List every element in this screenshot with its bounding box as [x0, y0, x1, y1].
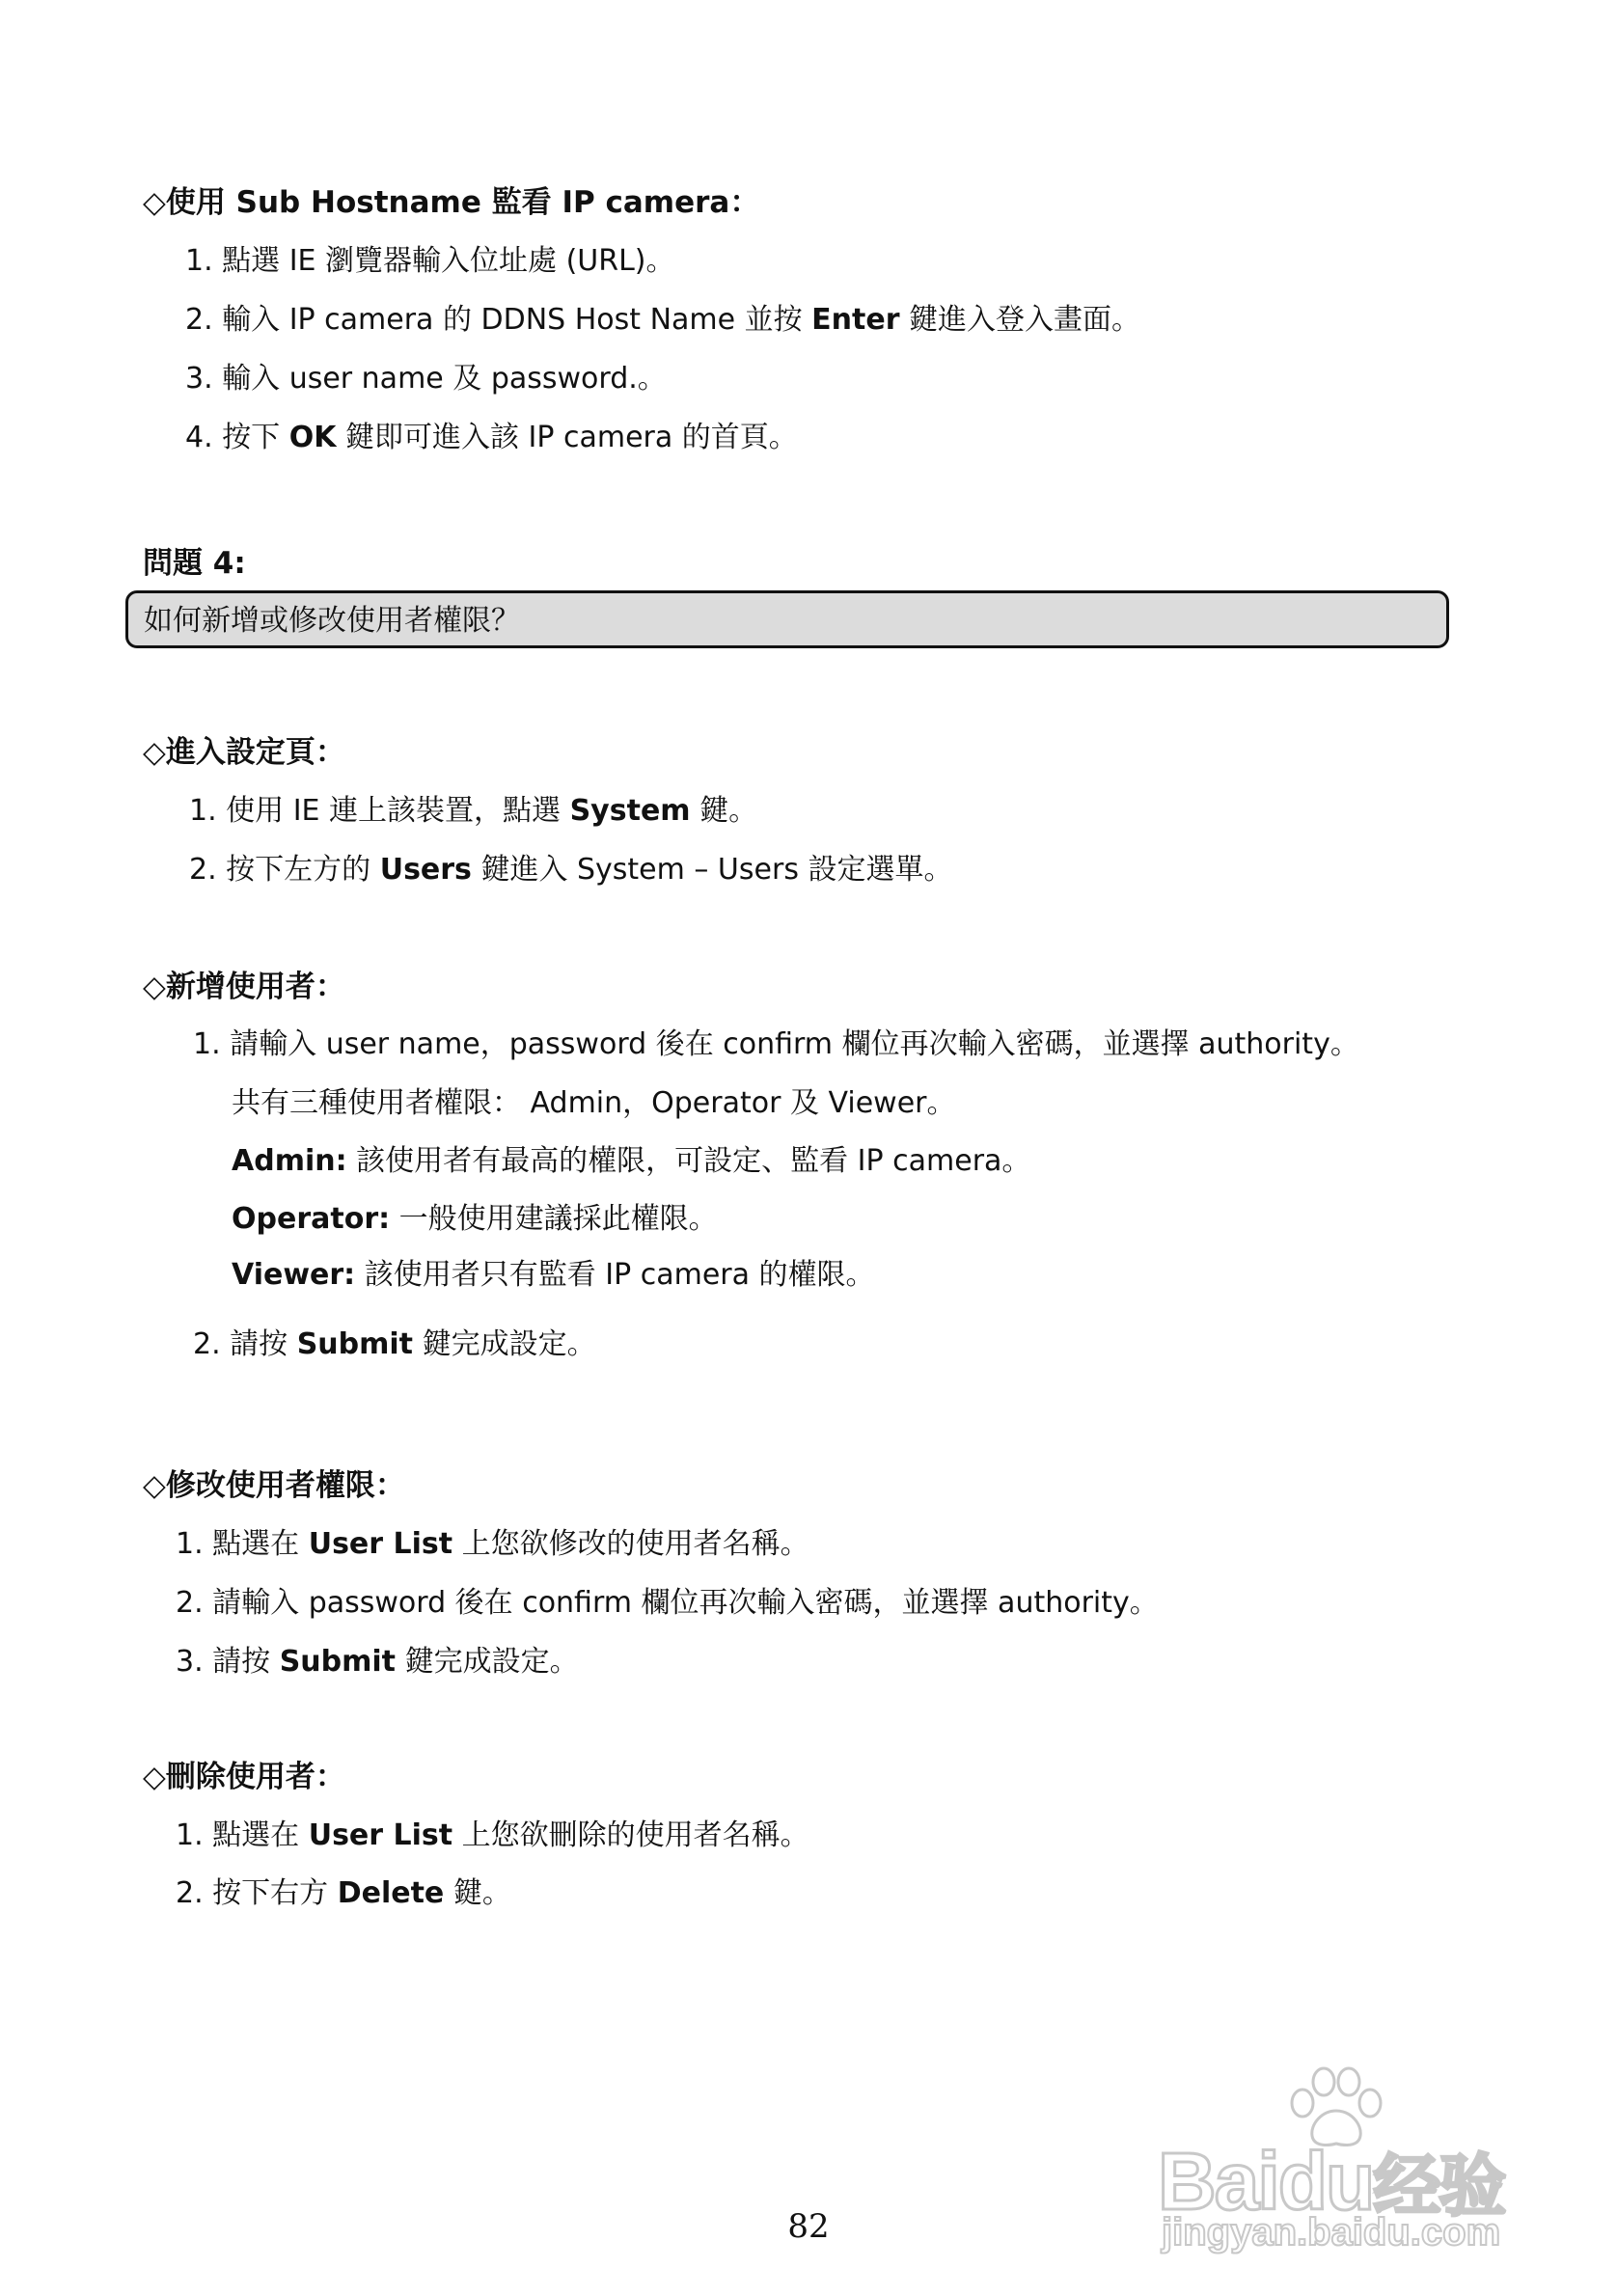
list-item: 2. 請輸入 password 後在 confirm 欄位再次輸入密碼，並選擇 authority。: [176, 1586, 1159, 1620]
role-admin: Admin: 該使用者有最高的權限，可設定、監看 IP camera。: [232, 1144, 1031, 1178]
baidu-logo: Baidu经验: [1158, 2136, 1505, 2227]
role-operator: Operator: 一般使用建議採此權限。: [232, 1202, 718, 1236]
diamond-bullet-icon: ◇: [143, 185, 166, 220]
list-item: 1. 點選在 User List 上您欲刪除的使用者名稱。: [176, 1818, 809, 1852]
list-item: 1. 使用 IE 連上該裝置，點選 System 鍵。: [189, 794, 758, 828]
diamond-bullet-icon: ◇: [143, 1760, 166, 1794]
question-text: 如何新增或修改使用者權限？: [144, 604, 520, 638]
section-heading-sub-hostname: ◇使用 Sub Hostname 監看 IP camera：: [143, 185, 760, 220]
section-heading-modify-user: ◇修改使用者權限：: [143, 1468, 405, 1503]
list-item: 1. 請輸入 user name，password 後在 confirm 欄位再次輸入密碼，並選擇 authority。: [193, 1027, 1359, 1061]
list-item: 2. 輸入 IP camera 的 DDNS Host Name 並按 Enter 鍵進入登入畫面。: [185, 303, 1141, 337]
section-heading-add-user: ◇新增使用者：: [143, 970, 345, 1004]
role-viewer: Viewer: 該使用者只有監看 IP camera 的權限。: [232, 1258, 875, 1292]
watermark-url: jingyan.baidu.com: [1162, 2211, 1501, 2254]
question-box: [125, 590, 1449, 648]
list-item: 2. 按下左方的 Users 鍵進入 System – Users 設定選單。: [189, 853, 953, 887]
roles-intro: 共有三種使用者權限： Admin，Operator 及 Viewer。: [232, 1086, 956, 1120]
list-item: 2. 按下右方 Delete 鍵。: [176, 1876, 511, 1910]
list-item: 1. 點選 IE 瀏覽器輸入位址處 (URL)。: [185, 244, 675, 278]
list-item: 3. 輸入 user name 及 password.。: [185, 362, 667, 396]
section-heading-delete-user: ◇刪除使用者：: [143, 1760, 345, 1794]
list-item: 4. 按下 OK 鍵即可進入該 IP camera 的首頁。: [185, 421, 798, 454]
baidu-watermark: [1148, 2064, 1534, 2254]
diamond-bullet-icon: ◇: [143, 970, 166, 1004]
diamond-bullet-icon: ◇: [143, 735, 166, 770]
question-title: 問題 4:: [143, 546, 246, 581]
diamond-bullet-icon: ◇: [143, 1468, 166, 1503]
list-item: 1. 點選在 User List 上您欲修改的使用者名稱。: [176, 1527, 809, 1561]
list-item: 3. 請按 Submit 鍵完成設定。: [176, 1645, 579, 1679]
list-item: 2. 請按 Submit 鍵完成設定。: [193, 1327, 596, 1361]
section-heading-enter-settings: ◇進入設定頁：: [143, 735, 345, 770]
page-number: 82: [787, 2207, 830, 2246]
